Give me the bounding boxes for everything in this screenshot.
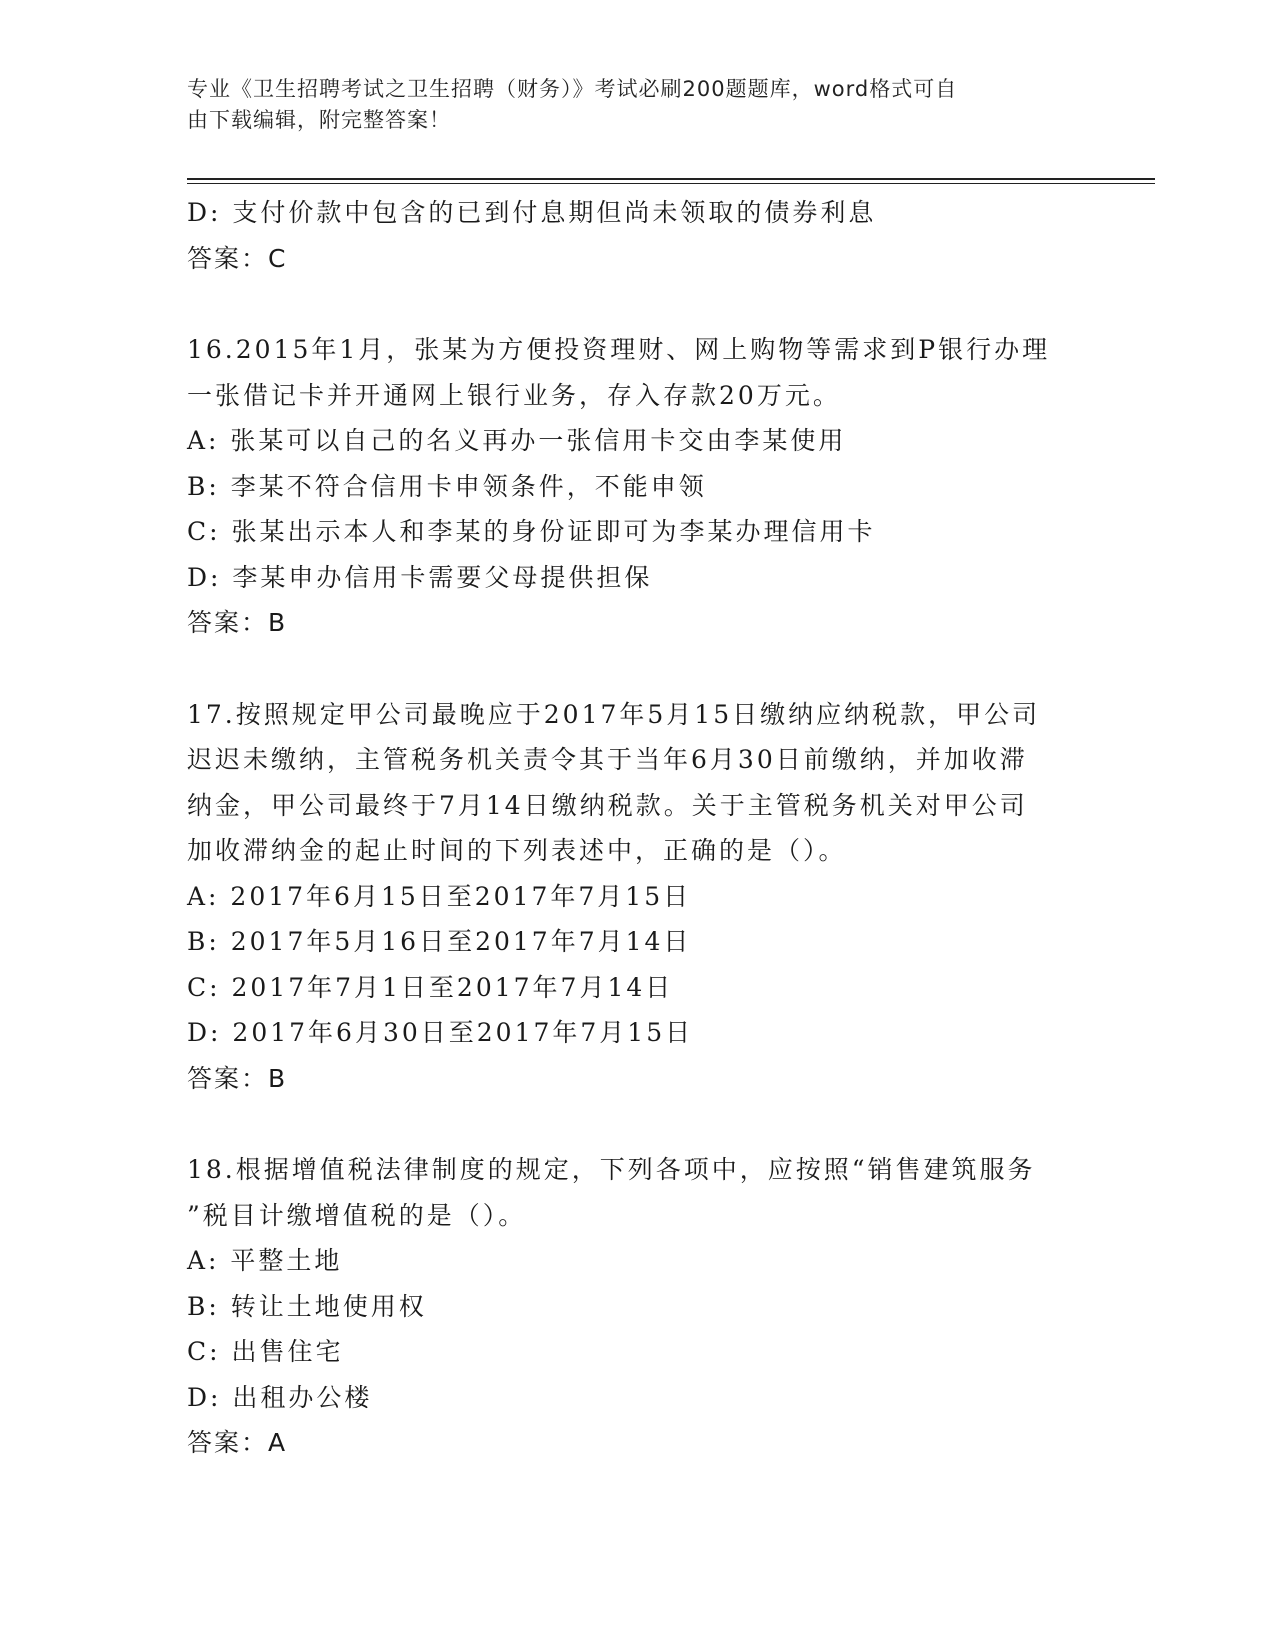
answer: 答案：A <box>187 1428 288 1457</box>
header-line-2: 由下载编辑，附完整答案！ <box>187 108 451 132</box>
question-stem-line: 纳金，甲公司最终于7月14日缴纳税款。关于主管税务机关对甲公司 <box>187 790 1028 820</box>
question-16 <box>187 327 1087 646</box>
option-b: B: 李某不符合信用卡申领条件，不能申领 <box>187 471 707 501</box>
option-a: A: 2017年6月15日至2017年7月15日 <box>187 881 692 911</box>
header-line-1: 专业《卫生招聘考试之卫生招聘（财务）》考试必刷200题题库，word格式可自 <box>187 77 958 101</box>
question-stem-line: 一张借记卡并开通网上银行业务，存入存款20万元。 <box>187 380 841 410</box>
header-rule-thin <box>187 183 1155 184</box>
question-list <box>187 190 1087 1466</box>
answer: 答案：C <box>187 243 288 273</box>
option-c: C: 2017年7月1日至2017年7月14日 <box>187 972 674 1002</box>
answer: 答案：B <box>187 608 288 637</box>
option-b: B: 转让土地使用权 <box>187 1291 427 1321</box>
question-stem-line: 16.2015年1月，张某为方便投资理财、网上购物等需求到P银行办理 <box>187 335 1051 364</box>
option-b: B: 2017年5月16日至2017年7月14日 <box>187 927 692 956</box>
question-stem-line: 17.按照规定甲公司最晚应于2017年5月15日缴纳应纳税款，甲公司 <box>187 699 1041 729</box>
question-stem-line: ”税目计缴增值税的是（）。 <box>187 1200 527 1230</box>
page-header <box>187 74 1067 136</box>
option-d: D: 2017年6月30日至2017年7月15日 <box>187 1018 694 1047</box>
option-d: D: 李某申办信用卡需要父母提供担保 <box>187 562 653 592</box>
question-15 <box>187 190 1087 281</box>
spacer <box>187 646 1087 692</box>
option-a: A: 平整土地 <box>187 1246 343 1275</box>
question-17 <box>187 692 1087 1102</box>
option-c: C: 出售住宅 <box>187 1337 344 1366</box>
answer: 答案：B <box>187 1063 288 1093</box>
question-18 <box>187 1147 1087 1466</box>
question-stem-line: 迟迟未缴纳，主管税务机关责令其于当年6月30日前缴纳，并加收滞 <box>187 745 1028 774</box>
option-a: A: 张某可以自己的名义再办一张信用卡交由李某使用 <box>187 426 847 455</box>
option-d: D: 支付价款中包含的已到付息期但尚未领取的债券利息 <box>187 198 877 227</box>
spacer <box>187 281 1087 327</box>
question-stem-line: 18.根据增值税法律制度的规定，下列各项中，应按照“销售建筑服务 <box>187 1155 1036 1184</box>
question-stem-line: 加收滞纳金的起止时间的下列表述中，正确的是（）。 <box>187 836 847 865</box>
spacer <box>187 1101 1087 1147</box>
option-c: C: 张某出示本人和李某的身份证即可为李某办理信用卡 <box>187 517 876 546</box>
option-d: D: 出租办公楼 <box>187 1382 373 1412</box>
header-rule-thick <box>187 178 1155 180</box>
